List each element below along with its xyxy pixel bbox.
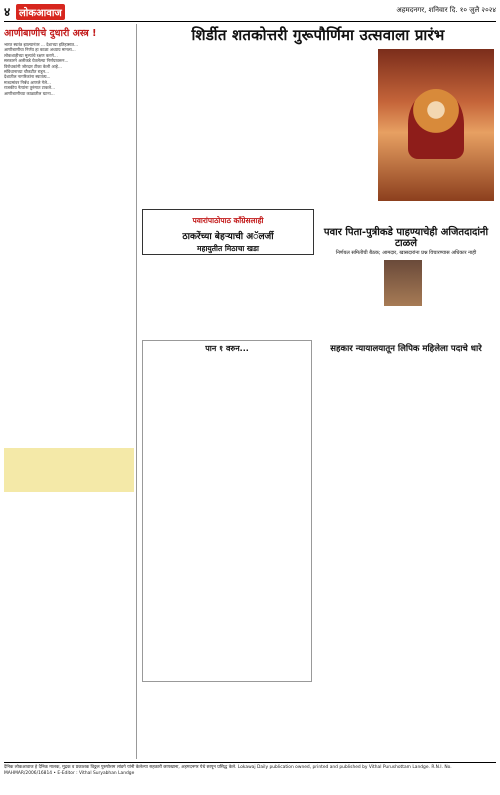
editorial-column [4, 24, 137, 759]
politics-box [142, 209, 314, 255]
bottom-right-story [316, 480, 496, 730]
temple-photo [378, 49, 494, 201]
paper-logo: लोकआवाज [16, 4, 65, 20]
masthead [4, 3, 496, 22]
imprint-footer: दैनिक लोकआवाज हे दैनिक मालक, मुद्रक व प्रकाशक विठ्ठल पुरुषोत्तम लांडगे यांनी केलेल्या सहकारी छापखाना, अहमदनगर येथे छापून प्रसिद्ध केले. Lokawaj Daily publication owned, printed and published by Vithal Purushottam Landge. R.N.I. No. MAHMAR/2006/16814 • E-Editor : Vithal Suryabhan Landge [4, 762, 496, 795]
continued-title: पान १ वरुन... [205, 344, 249, 353]
issue-date: अहमदनगर, शनिवार दि. १० जुलै २०२४ [396, 6, 496, 14]
editorial-title: आणीबाणीचे दुधारी अस्त्र ! [4, 28, 97, 39]
second-headline: पवार पिता-पुत्रीकडे पाहण्याचेही अजितदादांनी टाळले [323, 227, 489, 249]
editorial-body: भारत स्वतंत्र झाल्यानंतर ... देशाच्या इतिहासात... आणीबाणीचा निर्णय हा काळा अध्याय मानला... लोकशाहीच्या मूल्यांचे रक्षण करणे... सरकारने अलीकडे घेतलेल्या निर्णयावरून... विरोधकांनी जोरदार टीका केली आहे... संविधानाच्या चौकटीत राहून... देशातील नागरिकांना स्वातंत्र्य... माध्यमांवर निर्बंध आणले गेले... राजकीय नेत्यांना तुरुंगात टाकले... आणीबाणीच्या काळातील घटना... [4, 42, 78, 96]
page-number: ४ [4, 5, 11, 19]
politics-story [142, 256, 310, 336]
politics-box-line-2: ठाकरेंच्या बेहऱ्याची अॅलर्जी [182, 232, 274, 242]
politics-box-line-3: महायुतीत मिठाचा खडा [197, 244, 259, 253]
politics-box-line-1: पवारांपाठोपाठ काँग्रेसलाही [192, 216, 264, 225]
main-story-columns [142, 49, 374, 207]
third-story-columns [316, 356, 496, 476]
third-headline: सहकार न्यायालयातून लिपिक महिलेला पदाचे धारे [330, 344, 482, 354]
person-photo [384, 260, 422, 306]
main-headline: शिर्डीत शतकोत्तरी गुरूपौर्णिमा उत्सवाला प्रारंभ [191, 26, 445, 44]
second-subheadline: निर्णयल समितीची बैठक; आमदार, खासदारांना प्रश्न विचारण्यास अधिकार नाही [335, 250, 477, 256]
continued-box [142, 340, 312, 682]
promo-box [4, 448, 134, 492]
